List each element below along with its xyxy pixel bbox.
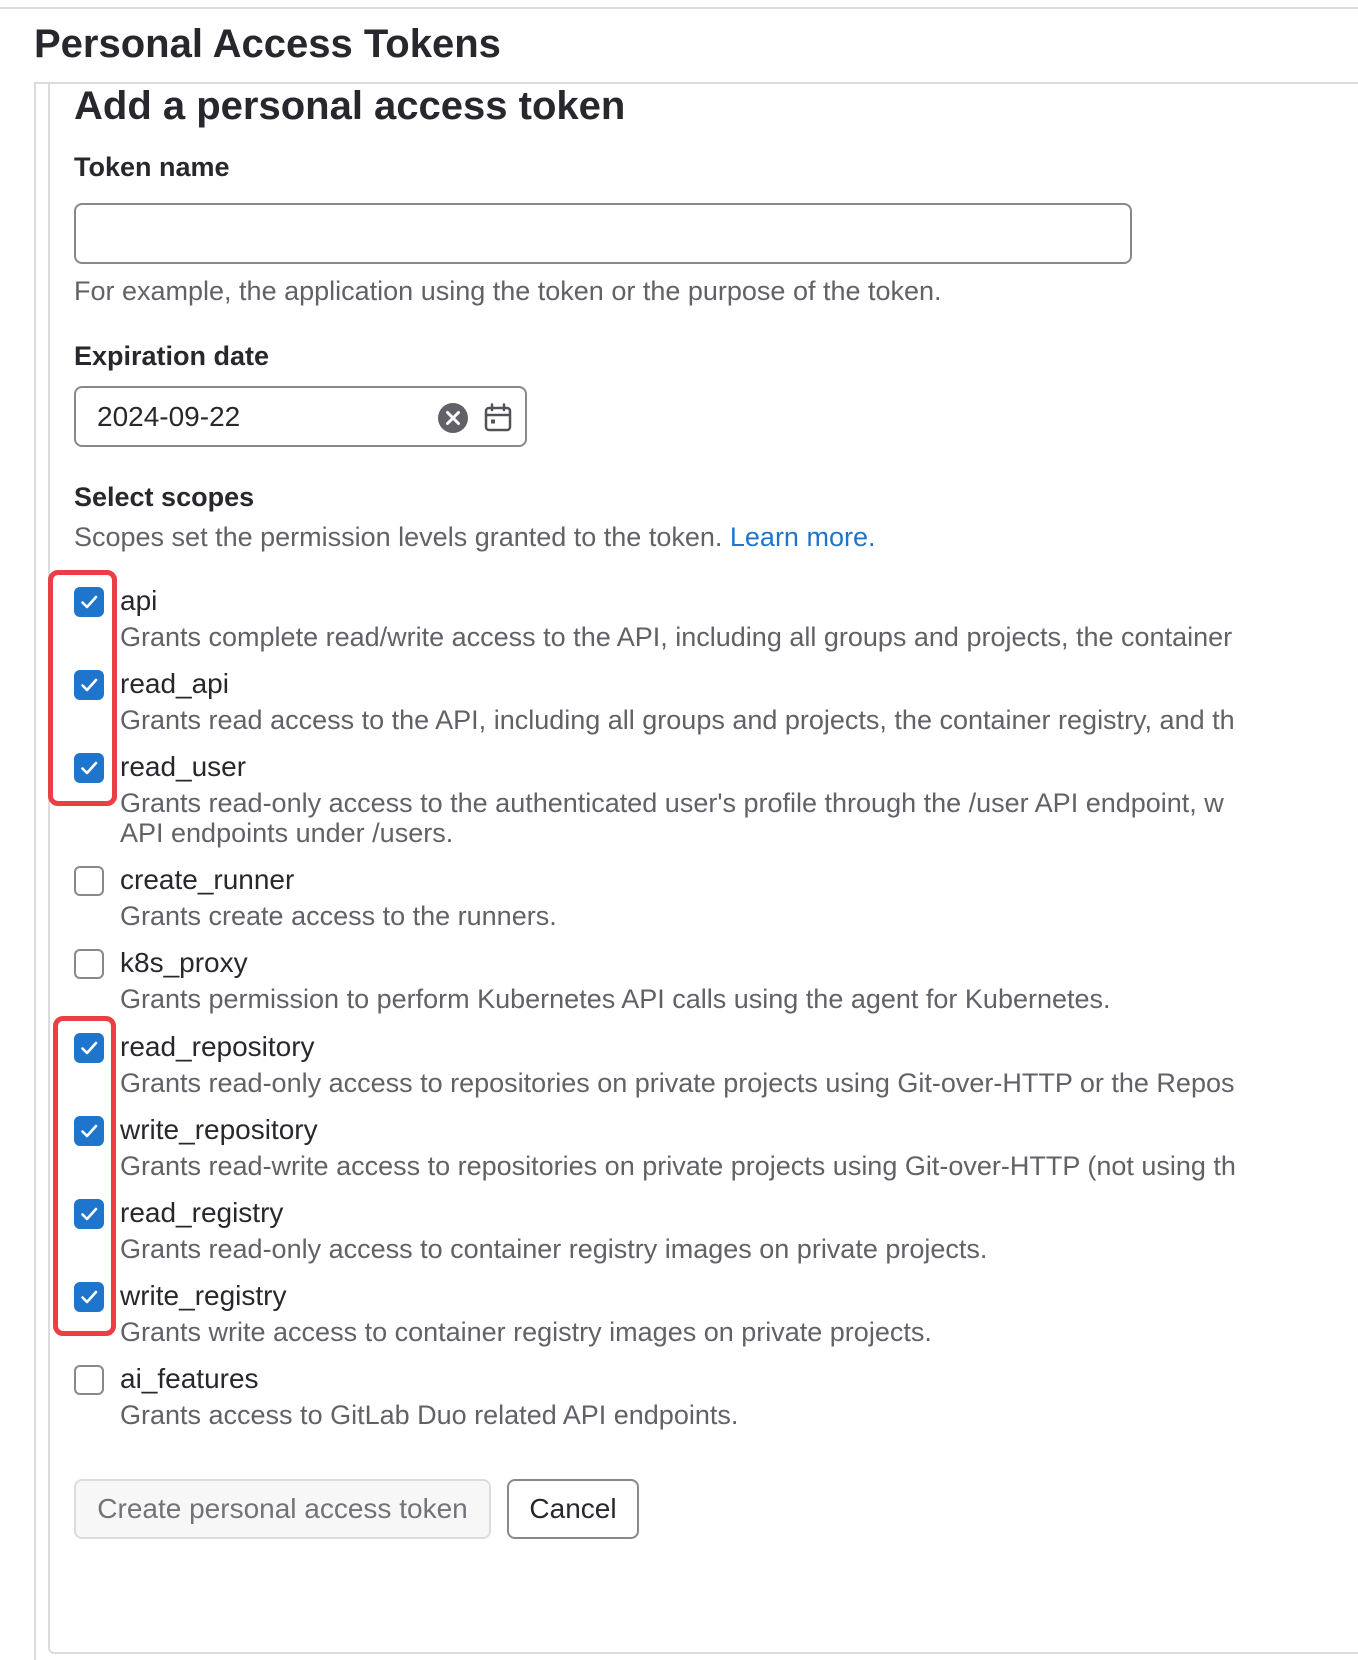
- checkmark-icon: [76, 672, 102, 698]
- checkmark-icon: [76, 1118, 102, 1144]
- scope-checkbox[interactable]: [74, 1282, 104, 1312]
- token-name-help: For example, the application using the token or the purpose of the token.: [74, 276, 942, 306]
- create-token-button[interactable]: Create personal access token: [74, 1479, 491, 1539]
- clear-circle-icon[interactable]: [436, 401, 470, 435]
- learn-more-link[interactable]: Learn more.: [729, 522, 876, 552]
- scope-description: Grants read access to the API, including all groups and projects, the container registry, and th: [120, 705, 1235, 735]
- scope-checkbox[interactable]: [74, 1033, 104, 1063]
- scope-checkbox[interactable]: [74, 866, 104, 896]
- scope-description: Grants write access to container registry images on private projects.: [120, 1317, 932, 1347]
- scope-checkbox[interactable]: [74, 670, 104, 700]
- scope-name[interactable]: read_registry: [120, 1197, 284, 1228]
- scope-description: Grants read-write access to repositories on private projects using Git-over-HTTP (not using th: [120, 1151, 1236, 1181]
- scope-description: Grants read-only access to container registry images on private projects.: [120, 1234, 988, 1264]
- token-name-input[interactable]: [74, 203, 1132, 264]
- scope-checkbox[interactable]: [74, 1365, 104, 1395]
- select-scopes-help: [74, 520, 875, 554]
- scope-name[interactable]: create_runner: [120, 864, 295, 895]
- scope-description: Grants complete read/write access to the API, including all groups and projects, the container: [120, 622, 1233, 652]
- scope-description: Grants read-only access to the authenticated user's profile through the /user API endpoint, w: [120, 788, 1224, 818]
- scope-checkbox[interactable]: [74, 949, 104, 979]
- scope-name[interactable]: api: [120, 585, 158, 616]
- scope-name[interactable]: read_user: [120, 751, 247, 782]
- page-title: Personal Access Tokens: [34, 22, 501, 66]
- scope-checkbox[interactable]: [74, 753, 104, 783]
- top-divider: [0, 0, 1358, 9]
- checkmark-icon: [76, 1284, 102, 1310]
- form-title: Add a personal access token: [74, 84, 626, 128]
- scope-description: Grants create access to the runners.: [120, 901, 557, 931]
- expiration-date-input[interactable]: [74, 386, 527, 447]
- scope-name[interactable]: write_registry: [120, 1280, 287, 1311]
- select-scopes-label: Select scopes: [74, 482, 255, 512]
- token-name-label: Token name: [74, 152, 230, 182]
- checkmark-icon: [76, 755, 102, 781]
- scope-name[interactable]: k8s_proxy: [120, 947, 248, 978]
- scope-checkbox[interactable]: [74, 1199, 104, 1229]
- checkmark-icon: [76, 589, 102, 615]
- scope-name[interactable]: write_repository: [120, 1114, 318, 1145]
- expiration-date-label: Expiration date: [74, 341, 270, 371]
- checkmark-icon: [76, 1035, 102, 1061]
- scope-checkbox[interactable]: [74, 587, 104, 617]
- scope-name[interactable]: read_api: [120, 668, 229, 699]
- scope-description: Grants permission to perform Kubernetes API calls using the agent for Kubernetes.: [120, 984, 1111, 1014]
- scope-description: Grants read-only access to repositories on private projects using Git-over-HTTP or the Repos: [120, 1068, 1235, 1098]
- scope-name[interactable]: ai_features: [120, 1363, 259, 1394]
- scope-checkbox[interactable]: [74, 1116, 104, 1146]
- scopes-help-text: Scopes set the permission levels granted to the token.: [74, 522, 723, 552]
- scope-description: API endpoints under /users.: [120, 818, 454, 848]
- checkmark-icon: [76, 1201, 102, 1227]
- cancel-button[interactable]: Cancel: [507, 1479, 639, 1539]
- scope-description: Grants access to GitLab Duo related API endpoints.: [120, 1400, 739, 1430]
- expiration-date-value: 2024-09-22: [97, 401, 241, 432]
- calendar-icon[interactable]: [481, 401, 515, 435]
- scope-name[interactable]: read_repository: [120, 1031, 315, 1062]
